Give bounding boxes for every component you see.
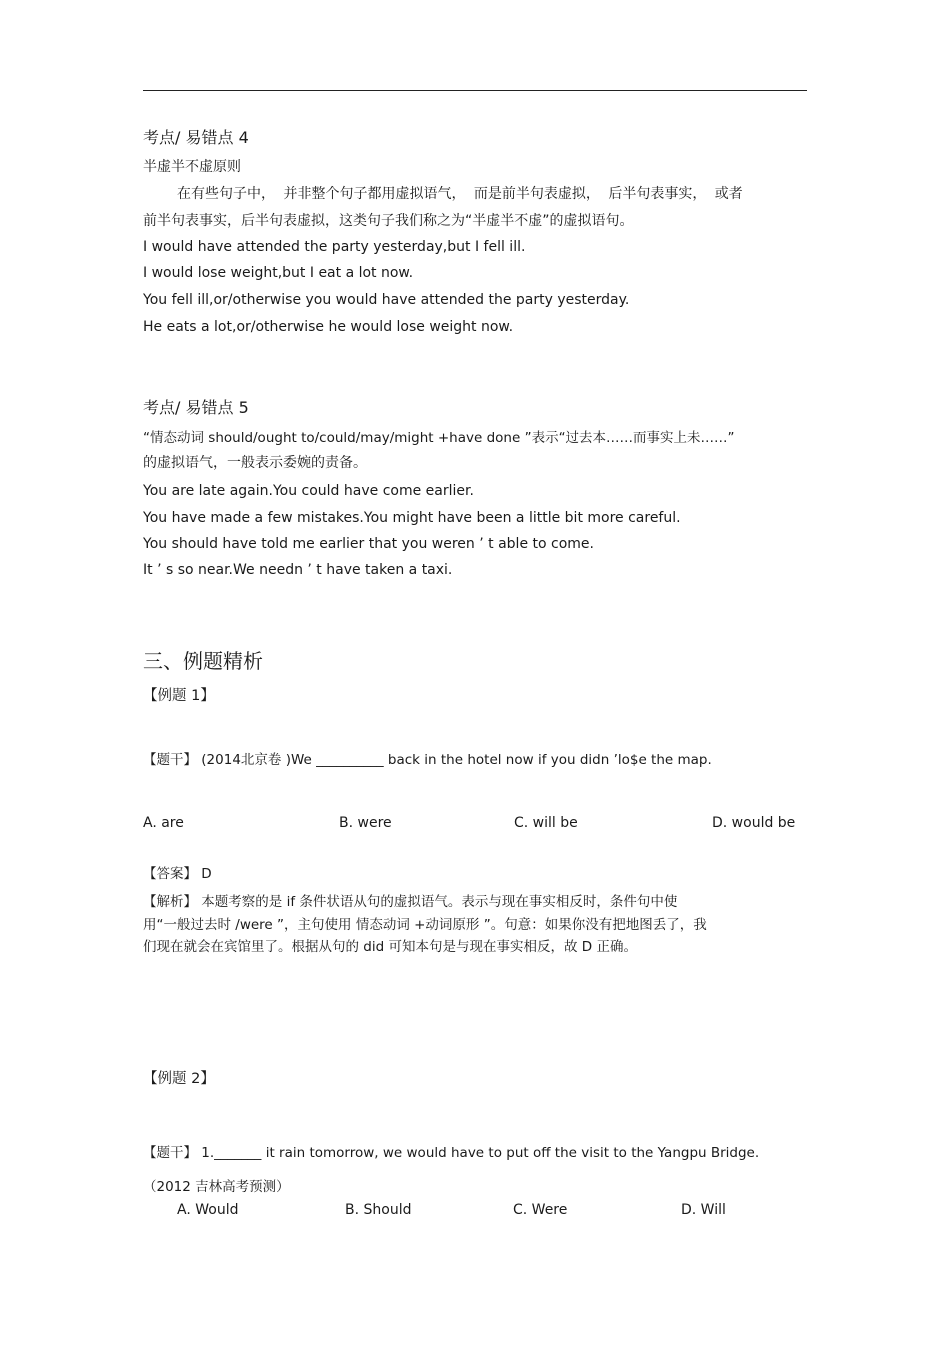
ex2-option-b: B. Should bbox=[345, 1202, 412, 1218]
kp4-subtitle: 半虚半不虚原则 bbox=[143, 159, 241, 175]
kp4-example: I would have attended the party yesterday,but I fell ill. bbox=[143, 239, 526, 255]
ex2-option-a: A. Would bbox=[177, 1202, 239, 1218]
kp4-example: I would lose weight,but I eat a lot now. bbox=[143, 265, 414, 281]
kp5-example: It ’ s so near.We needn ’ t have taken a taxi. bbox=[143, 562, 453, 578]
kp4-example: He eats a lot,or/otherwise he would lose weight now. bbox=[143, 319, 514, 335]
top-rule bbox=[143, 90, 807, 91]
kp4-paragraph-line1: 在有些句子中， 并非整个句子都用虚拟语气， 而是前半句表虚拟， 后半句表事实， 或者 bbox=[177, 186, 743, 202]
kp4-heading: 考点/ 易错点 4 bbox=[143, 128, 249, 147]
kp5-example: You should have told me earlier that you weren ’ t able to come. bbox=[143, 536, 594, 552]
ex2-option-d: D. Will bbox=[681, 1202, 726, 1218]
ex1-option-d: D. would be bbox=[712, 815, 796, 831]
ex1-option-a: A. are bbox=[143, 815, 184, 831]
ex1-stem: 【题干】 (2014北京卷 )We __________ back in the hotel now if you didn ’lo$e the map. bbox=[143, 752, 712, 768]
ex1-option-c: C. will be bbox=[514, 815, 578, 831]
ex1-answer: 【答案】 D bbox=[143, 866, 212, 882]
ex2-option-c: C. Were bbox=[513, 1202, 568, 1218]
ex1-analysis-line2: 用“一般过去时 /were ”，主句使用 情态动词 +动词原形 ”。句意：如果你没有把地图丢了，我 bbox=[143, 917, 707, 933]
kp5-heading: 考点/ 易错点 5 bbox=[143, 398, 249, 417]
ex2-stem: 【题干】 1._______ it rain tomorrow, we would have to put off the visit to the Yangpu Bridge. bbox=[143, 1145, 760, 1161]
ex1-option-b: B. were bbox=[339, 815, 392, 831]
section-title: 三、例题精析 bbox=[143, 649, 263, 673]
kp5-example: You are late again.You could have come earlier. bbox=[143, 483, 474, 499]
kp4-example: You fell ill,or/otherwise you would have attended the party yesterday. bbox=[143, 292, 630, 308]
kp4-paragraph-line2: 前半句表事实，后半句表虚拟，这类句子我们称之为“半虚半不虚”的虚拟语句。 bbox=[143, 213, 634, 229]
ex1-label: 【例题 1】 bbox=[143, 688, 215, 704]
ex2-source: （2012 吉林高考预测） bbox=[143, 1179, 290, 1195]
ex2-label: 【例题 2】 bbox=[143, 1071, 215, 1087]
ex1-analysis-line1: 【解析】 本题考察的是 if 条件状语从句的虚拟语气。表示与现在事实相反时，条件句中使 bbox=[143, 894, 678, 910]
kp5-desc-line2: 的虚拟语气，一般表示委婉的责备。 bbox=[143, 455, 367, 471]
ex1-analysis-line3: 们现在就会在宾馆里了。根据从句的 did 可知本句是与现在事实相反，故 D 正确。 bbox=[143, 939, 637, 955]
kp5-desc-line1: “情态动词 should/ought to/could/may/might +have done ”表示“过去本……而事实上未……” bbox=[143, 430, 735, 446]
kp5-example: You have made a few mistakes.You might have been a little bit more careful. bbox=[143, 510, 681, 526]
